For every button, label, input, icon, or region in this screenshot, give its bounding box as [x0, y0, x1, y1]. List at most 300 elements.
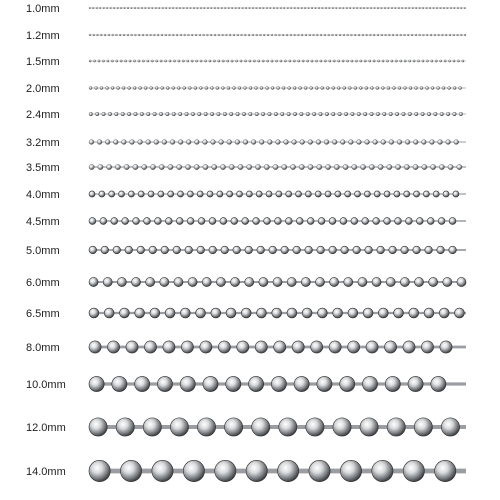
chain-bead	[256, 191, 262, 197]
chain-bead	[279, 418, 297, 436]
chain-bead	[398, 7, 400, 9]
chain-bead	[286, 191, 292, 197]
chain-bead	[445, 34, 447, 36]
chain-bead	[138, 34, 140, 36]
chain-bead	[161, 246, 169, 254]
chain-bead	[93, 34, 95, 36]
chain-bead	[400, 60, 402, 62]
chain-bead	[385, 376, 400, 391]
chain-bead	[231, 277, 240, 286]
chain-bead	[154, 140, 159, 145]
chain-bead	[416, 218, 423, 225]
chain-bead	[146, 277, 155, 286]
chain-bead	[377, 246, 385, 254]
chain-bead	[381, 140, 386, 145]
chain-bead	[246, 460, 267, 481]
chain-bead	[392, 86, 395, 89]
chain-bead	[404, 164, 409, 169]
chain-bead	[351, 112, 355, 116]
chain-bead	[332, 34, 334, 36]
chain-bead	[462, 60, 464, 62]
chain-bead	[95, 86, 98, 89]
chain-bead	[172, 7, 174, 9]
chain-bead	[117, 7, 119, 9]
chain-bead	[89, 246, 97, 254]
chain-bead	[394, 308, 404, 318]
chain-bead	[296, 218, 303, 225]
chain-bead	[338, 112, 342, 116]
chain-bead	[103, 277, 112, 286]
chain-row	[89, 191, 466, 197]
chain-bead	[340, 376, 355, 391]
chain-bead	[384, 191, 390, 197]
chain-bead	[403, 86, 406, 89]
chain-bead	[248, 34, 250, 36]
chain-bead	[439, 164, 444, 169]
chain-bead	[283, 7, 285, 9]
chain-bead	[159, 164, 164, 169]
chain-bead	[128, 191, 134, 197]
chain-bead	[288, 86, 291, 89]
chain-row	[89, 140, 466, 145]
chain-bead	[273, 277, 282, 286]
chain-bead	[169, 60, 171, 62]
chain-bead	[293, 246, 301, 254]
chain-bead	[333, 418, 351, 436]
chain-bead	[256, 34, 258, 36]
chain-bead	[172, 112, 176, 116]
chain-bead	[408, 112, 412, 116]
chain-bead	[183, 7, 185, 9]
chain-bead	[281, 246, 289, 254]
chain-bead	[259, 7, 261, 9]
chain-bead	[322, 7, 324, 9]
chain-bead	[292, 140, 297, 145]
chain-bead	[165, 7, 167, 9]
chain-bead	[331, 112, 335, 116]
chain-bead	[249, 60, 251, 62]
chain-bead	[162, 140, 167, 145]
chain-bead	[394, 191, 400, 197]
chain-bead	[333, 308, 343, 318]
chain-bead	[278, 460, 299, 481]
chain-bead	[103, 7, 105, 9]
chain-bead	[166, 86, 169, 89]
chain-bead	[170, 418, 188, 436]
chain-bead	[354, 34, 356, 36]
chain-bead	[261, 112, 265, 116]
chain-bead	[191, 60, 193, 62]
chain-bead	[214, 7, 216, 9]
chain-bead	[89, 112, 93, 116]
chain-bead	[381, 34, 383, 36]
chain-bead	[104, 308, 114, 318]
chain-bead	[89, 418, 107, 436]
chain-bead	[197, 246, 205, 254]
chain-bead	[284, 140, 289, 145]
chain-bead	[218, 34, 220, 36]
chain-bead	[125, 60, 127, 62]
chain-bead	[454, 140, 459, 145]
chain-bead	[232, 86, 235, 89]
chain-bead	[124, 164, 129, 169]
chain-bead	[205, 86, 208, 89]
chain-bead	[115, 164, 120, 169]
chain-bead	[384, 218, 391, 225]
chain-bead	[329, 60, 331, 62]
chain-bead	[440, 7, 442, 9]
chain-bead	[386, 60, 388, 62]
chain-bead	[293, 86, 296, 89]
chain-bead	[342, 60, 344, 62]
chain-bead	[391, 60, 393, 62]
chain-bead	[159, 112, 163, 116]
chain-bead	[374, 7, 376, 9]
chain-bead	[148, 7, 150, 9]
chain-bead	[429, 140, 434, 145]
chain-bead	[149, 246, 157, 254]
chain-bead	[440, 341, 452, 353]
chain-bead	[211, 140, 216, 145]
chain-bead	[423, 191, 429, 197]
chain-bead	[343, 86, 346, 89]
chain-bead	[121, 140, 126, 145]
chain-bead	[185, 246, 193, 254]
chain-bead	[241, 34, 243, 36]
chain-bead	[313, 34, 315, 36]
chain-bead	[317, 164, 322, 169]
chain-bead	[97, 34, 99, 36]
chain-bead	[200, 7, 202, 9]
chain-bead	[246, 191, 252, 197]
chain-bead	[138, 7, 140, 9]
chain-bead	[305, 34, 307, 36]
chain-bead	[409, 308, 419, 318]
chain-bead	[424, 308, 434, 318]
chain-bead	[290, 7, 292, 9]
chain-bead	[381, 7, 383, 9]
chain-bead	[243, 140, 248, 145]
chain-bead	[343, 34, 345, 36]
chain-bead	[227, 191, 233, 197]
chain-bead	[363, 308, 373, 318]
chain-bead	[271, 34, 273, 36]
chain-bead	[450, 7, 452, 9]
chain-bead	[259, 277, 268, 286]
chain-bead	[307, 218, 314, 225]
chain-bead	[346, 7, 348, 9]
chain-bead	[135, 376, 150, 391]
chain-bead	[434, 34, 436, 36]
chain-bead	[187, 191, 193, 197]
chain-bead	[365, 86, 368, 89]
chain-bead	[403, 341, 415, 353]
chain-bead	[457, 7, 459, 9]
chain-bead	[252, 7, 254, 9]
chain-bead	[369, 34, 371, 36]
chain-bead	[429, 277, 438, 286]
chain-bead	[204, 60, 206, 62]
chain-row	[89, 112, 466, 116]
chain-bead	[389, 112, 393, 116]
chain-bead	[420, 86, 423, 89]
chain-bead	[409, 86, 412, 89]
chain-bead	[308, 7, 310, 9]
chain-bead	[431, 60, 433, 62]
chain-bead	[457, 60, 459, 62]
chain-bead	[151, 60, 153, 62]
chain-bead	[173, 60, 175, 62]
chain-bead	[166, 112, 170, 116]
size-label: 14.0mm	[26, 466, 66, 478]
chain-bead	[315, 86, 318, 89]
chain-bead	[413, 164, 418, 169]
chain-bead	[448, 86, 451, 89]
chain-bead	[122, 218, 129, 225]
chain-bead	[253, 218, 260, 225]
chain-bead	[385, 34, 387, 36]
chain-bead	[221, 246, 229, 254]
chain-bead	[270, 7, 272, 9]
chain-bead	[124, 7, 126, 9]
chain-bead	[360, 418, 378, 436]
chain-bead	[315, 277, 324, 286]
chain-bead	[391, 7, 393, 9]
chain-bead	[216, 277, 225, 286]
chain-bead	[157, 34, 159, 36]
chain-bead	[317, 308, 327, 318]
chain-bead	[353, 7, 355, 9]
chain-bead	[188, 277, 197, 286]
chain-bead	[401, 246, 409, 254]
chain-bead	[282, 164, 287, 169]
chain-bead	[290, 164, 295, 169]
chain-bead	[377, 34, 379, 36]
chain-bead	[150, 308, 160, 318]
chain-bead	[142, 34, 144, 36]
chain-bead	[223, 112, 227, 116]
chain-bead	[185, 164, 190, 169]
chain-bead	[101, 246, 109, 254]
chain-bead	[155, 86, 158, 89]
chain-bead	[244, 34, 246, 36]
chain-bead	[197, 418, 215, 436]
chain-bead	[252, 34, 254, 36]
chain-bead	[357, 112, 361, 116]
chain-bead	[267, 34, 269, 36]
chain-bead	[289, 60, 291, 62]
chain-bead	[276, 7, 278, 9]
chain-bead	[109, 191, 115, 197]
chain-bead	[348, 341, 360, 353]
size-label: 12.0mm	[26, 422, 66, 434]
chain-bead	[222, 34, 224, 36]
chain-bead	[360, 7, 362, 9]
chain-bead	[89, 60, 91, 62]
chain-bead	[172, 86, 175, 89]
chain-row	[89, 60, 466, 62]
chain-bead	[329, 7, 331, 9]
chain-bead	[197, 112, 201, 116]
chain-bead	[306, 418, 324, 436]
chain-bead	[176, 218, 183, 225]
chain-bead	[311, 341, 323, 353]
size-label: 1.5mm	[26, 56, 60, 68]
chain-bead	[203, 164, 208, 169]
chain-bead	[287, 308, 297, 318]
chain-bead	[177, 164, 182, 169]
chain-bead	[413, 60, 415, 62]
chain-bead	[245, 7, 247, 9]
chain-bead	[404, 191, 410, 197]
chain-bead	[421, 140, 426, 145]
chain-bead	[351, 34, 353, 36]
chain-bead	[308, 164, 313, 169]
chain-bead	[364, 60, 366, 62]
chain-bead	[127, 7, 129, 9]
chain-bead	[315, 191, 321, 197]
chain-bead	[117, 277, 126, 286]
chain-bead	[178, 140, 183, 145]
chain-bead	[233, 34, 235, 36]
chain-bead	[161, 34, 163, 36]
chain-bead	[181, 341, 193, 353]
chain-bead	[395, 7, 397, 9]
chain-bead	[434, 112, 438, 116]
chain-bead	[126, 341, 138, 353]
chain-bead	[137, 246, 145, 254]
chain-bead	[400, 34, 402, 36]
chain-bead	[93, 60, 95, 62]
chain-bead	[293, 60, 295, 62]
chain-bead	[413, 246, 421, 254]
chain-bead	[453, 112, 457, 116]
chain-bead	[164, 60, 166, 62]
chain-bead	[150, 164, 155, 169]
chain-row	[89, 7, 466, 9]
chain-bead	[112, 34, 114, 36]
chain-bead	[257, 246, 265, 254]
chain-bead	[182, 60, 184, 62]
chain-bead	[280, 112, 284, 116]
chain-bead	[95, 112, 99, 116]
chain-bead	[340, 218, 347, 225]
chain-bead	[229, 164, 234, 169]
chain-bead	[226, 308, 236, 318]
chain-bead	[346, 60, 348, 62]
chain-bead	[369, 164, 374, 169]
chain-bead	[326, 86, 329, 89]
chain-bead	[209, 218, 216, 225]
chain-bead	[89, 460, 110, 481]
chain-bead	[217, 112, 221, 116]
chain-bead	[89, 164, 94, 169]
chain-bead	[128, 86, 131, 89]
chain-bead	[464, 7, 466, 9]
chain-bead	[121, 112, 125, 116]
chain-bead	[89, 34, 91, 36]
chain-bead	[231, 218, 238, 225]
chain-bead	[255, 164, 260, 169]
chain-bead	[425, 246, 433, 254]
chain-bead	[442, 86, 445, 89]
chain-bead	[357, 140, 362, 145]
chain-bead	[169, 7, 171, 9]
chain-bead	[318, 7, 320, 9]
chain-bead	[225, 34, 227, 36]
chain-bead	[366, 341, 378, 353]
chain-bead	[263, 34, 265, 36]
chain-bead	[120, 7, 122, 9]
chain-bead	[111, 60, 113, 62]
chain-bead	[408, 376, 423, 391]
chain-bead	[335, 34, 337, 36]
chain-bead	[311, 7, 313, 9]
chain-bead	[206, 34, 208, 36]
chain-bead	[284, 60, 286, 62]
size-labels	[26, 3, 66, 478]
chain-bead	[240, 60, 242, 62]
chain-bead	[172, 34, 174, 36]
chain-bead	[441, 418, 459, 436]
chain-bead	[358, 277, 367, 286]
chain-bead	[404, 34, 406, 36]
chain-bead	[275, 140, 280, 145]
chain-bead	[414, 112, 418, 116]
chain-bead	[190, 7, 192, 9]
chain-bead	[89, 308, 99, 318]
chain-bead	[340, 460, 361, 481]
chain-bead	[358, 34, 360, 36]
chain-bead	[417, 60, 419, 62]
chain-bead	[260, 86, 263, 89]
chain-bead	[262, 60, 264, 62]
chain-bead	[180, 308, 190, 318]
chain-bead	[306, 60, 308, 62]
chain-bead	[305, 191, 311, 197]
chain-bead	[133, 86, 136, 89]
chain-bead	[238, 164, 243, 169]
chain-bead	[123, 34, 125, 36]
chain-bead	[144, 218, 151, 225]
chain-bead	[107, 60, 109, 62]
chain-bead	[412, 7, 414, 9]
chain-bead	[349, 7, 351, 9]
chain-bead	[282, 34, 284, 36]
chain-bead	[197, 7, 199, 9]
chain-bead	[269, 246, 277, 254]
chain-bead	[362, 376, 377, 391]
chain-bead	[319, 112, 323, 116]
chain-bead	[275, 218, 282, 225]
chain-bead	[236, 112, 240, 116]
chain-bead	[229, 34, 231, 36]
chain-bead	[436, 7, 438, 9]
chain-bead	[329, 341, 341, 353]
chain-bead	[287, 277, 296, 286]
chain-bead	[286, 34, 288, 36]
chain-bead	[196, 308, 206, 318]
chain-bead	[449, 218, 456, 225]
chain-bead	[251, 140, 256, 145]
chain-bead	[165, 308, 175, 318]
chain-bead	[413, 140, 418, 145]
chain-bead	[107, 341, 119, 353]
chain-bead	[129, 60, 131, 62]
chain-bead	[193, 7, 195, 9]
chain-bead	[111, 218, 118, 225]
chain-bead	[254, 86, 257, 89]
